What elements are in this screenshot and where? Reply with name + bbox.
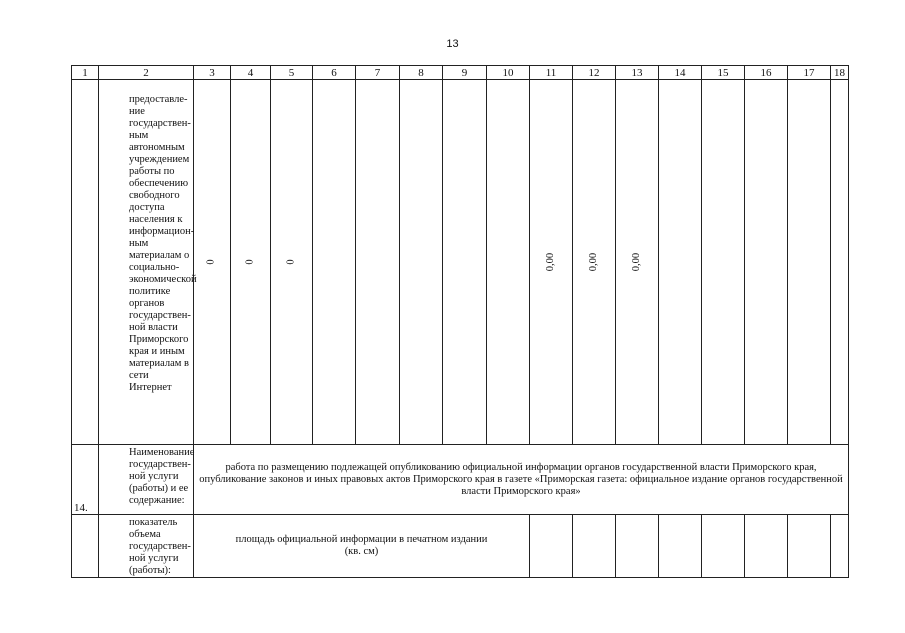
indicator-value-cell-12 (573, 515, 616, 578)
service-label: Наименование государствен- ной услуги (работы) и ее содержание: (129, 447, 195, 506)
header-cell: 10 (487, 66, 530, 80)
header-cell: 12 (573, 66, 616, 80)
indicator-value-cell-17 (788, 515, 831, 578)
value-cell-16 (745, 80, 788, 445)
indicator-label-cell (99, 515, 194, 578)
value-cell-17 (788, 80, 831, 445)
value-cell-11 (530, 80, 573, 445)
value-cell-5 (271, 80, 313, 445)
header-cell: 7 (356, 66, 400, 80)
header-cell: 1 (72, 66, 99, 80)
service-label-cell (99, 445, 194, 515)
header-cell: 17 (788, 66, 831, 80)
value-11: 0,00 (545, 252, 556, 272)
indicator-content-cell (194, 515, 530, 578)
value-cell-10 (487, 80, 530, 445)
work-description-cell (99, 80, 197, 445)
row-number: 14. (74, 502, 88, 514)
header-cell: 18 (831, 66, 849, 80)
value-cell-18 (831, 80, 849, 445)
indicator-value-cell-14 (659, 515, 702, 578)
budget-table (71, 65, 849, 578)
header-cell: 14 (659, 66, 702, 80)
indicator-value-cell-13 (616, 515, 659, 578)
header-cell: 16 (745, 66, 788, 80)
value-cell-15 (702, 80, 745, 445)
header-cell: 6 (313, 66, 356, 80)
column-number-row (72, 66, 849, 80)
page-number: 13 (446, 38, 459, 50)
header-cell: 11 (530, 66, 573, 80)
value-4: 0 (244, 259, 256, 265)
indicator-label: показатель объема государствен- ной услуги (работы): (129, 517, 191, 576)
header-cell: 13 (616, 66, 659, 80)
indicator-value-cell-15 (702, 515, 745, 578)
header-cell: 2 (99, 66, 194, 80)
work-description: предоставле- ние государствен- ным автономным учреждением работы по обеспечению свободного доступа населения к информацион- ным материалам о социально- экономической политике органов государствен- ной власти Приморского края и иным материалам в сети Интернет (129, 94, 197, 393)
header-cell: 3 (194, 66, 231, 80)
header-cell: 8 (400, 66, 443, 80)
value-cell-14 (659, 80, 702, 445)
value-cell-8 (400, 80, 443, 445)
header-cell: 9 (443, 66, 487, 80)
row-number-cell (72, 445, 99, 515)
header-cell: 15 (702, 66, 745, 80)
header-cell: 4 (231, 66, 271, 80)
indicator-value-cell-11 (530, 515, 573, 578)
indicator-description: площадь официальной информации в печатном издании (235, 534, 488, 545)
indicator-unit: (кв. см) (344, 546, 379, 557)
service-content-cell (194, 445, 849, 515)
value-13: 0,00 (631, 252, 642, 272)
value-cell-4 (231, 80, 271, 445)
row-number-cell (72, 515, 99, 578)
indicator-value-cell-16 (745, 515, 788, 578)
value-cell-7 (356, 80, 400, 445)
value-3: 0 (206, 259, 217, 265)
value-cell-13 (616, 80, 659, 445)
value-cell-3 (194, 80, 231, 445)
service-content: работа по размещению подлежащей опубликованию официальной информации органов государственной власти Приморского края, опубликование законов и иных правовых актов Приморского края в газете «Приморская газета: официальное издание органов государственной власти Приморского края» (199, 461, 843, 497)
row-number-cell (72, 80, 99, 445)
indicator-row (72, 515, 849, 578)
work-row (72, 80, 849, 445)
header-cell: 5 (271, 66, 313, 80)
service-row (72, 445, 849, 515)
value-cell-12 (573, 80, 616, 445)
value-cell-6 (313, 80, 356, 445)
value-12: 0,00 (588, 252, 599, 272)
value-cell-9 (443, 80, 487, 445)
value-5: 0 (285, 259, 297, 265)
indicator-value-cell-18 (831, 515, 849, 578)
